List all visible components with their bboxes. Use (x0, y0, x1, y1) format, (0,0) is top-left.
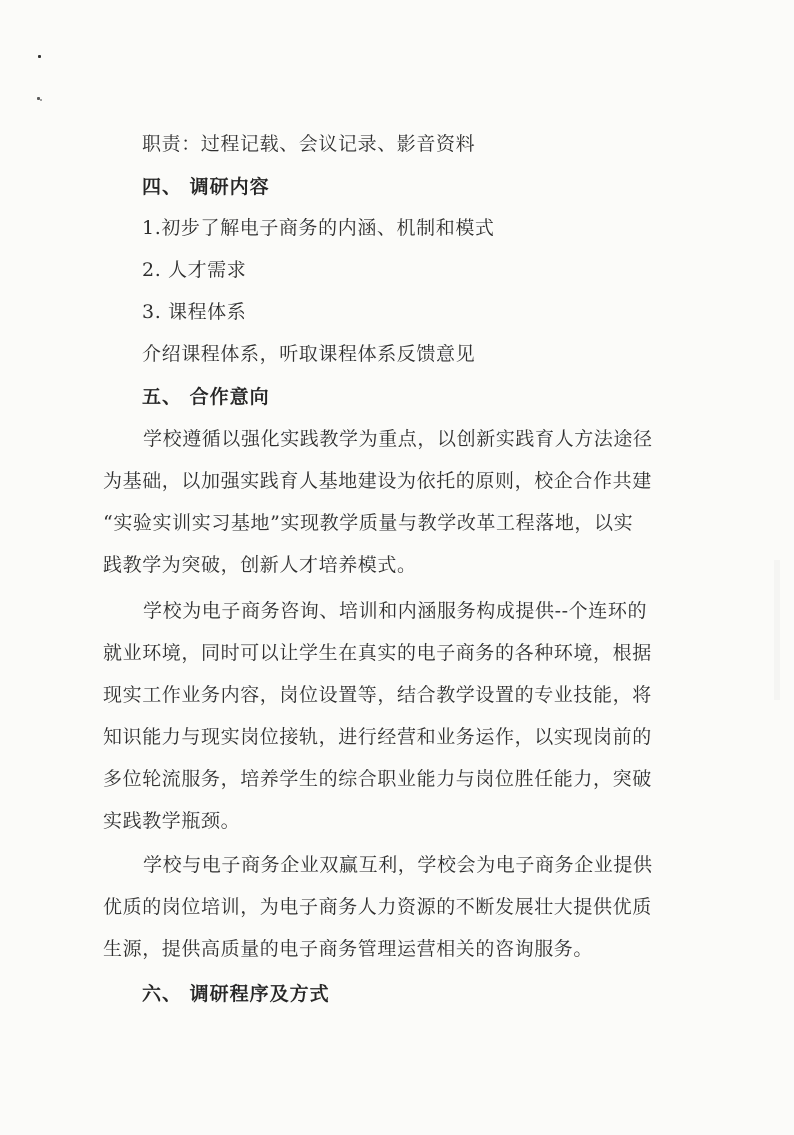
paragraph-line: 学校遵循以强化实践教学为重点，以创新实践育人方法途径 (143, 428, 653, 450)
paragraph-line: 多位轮流服务，培养学生的综合职业能力与岗位胜任能力，突破 (103, 768, 652, 790)
scan-speck (40, 99, 42, 101)
section-5-heading: 五、 合作意向 (142, 386, 270, 408)
section-4-item-1: 1.初步了解电子商务的内涵、机制和模式 (142, 217, 495, 239)
paragraph-line: 实践教学瓶颈。 (103, 810, 241, 832)
paragraph-line: 优质的岗位培训，为电子商务人力资源的不断发展壮大提供优质 (103, 896, 652, 918)
section-4-item-2: 2. 人才需求 (142, 259, 247, 281)
paragraph-line: 为基础，以加强实践育人基地建设为依托的原则，校企合作共建 (103, 470, 652, 492)
scan-shadow (774, 560, 780, 700)
section-4-item-3: 3. 课程体系 (142, 301, 247, 323)
paragraph-line: “实验实训实习基地”实现教学质量与教学改革工程落地，以实 (103, 512, 634, 534)
section-4-heading: 四、 调研内容 (142, 176, 270, 198)
paragraph-line: 学校为电子商务咨询、培训和内涵服务构成提供--个连环的 (143, 600, 648, 622)
duties-line: 职责：过程记载、会议记录、影音资料 (142, 133, 476, 155)
scan-speck (38, 55, 41, 58)
paragraph-line: 知识能力与现实岗位接轨，进行经营和业务运作，以实现岗前的 (103, 726, 652, 748)
paragraph-line: 学校与电子商务企业双赢互利，学校会为电子商务企业提供 (143, 854, 653, 876)
paragraph-line: 就业环境，同时可以让学生在真实的电子商务的各种环境，根据 (103, 642, 652, 664)
section-6-heading: 六、 调研程序及方式 (142, 983, 330, 1005)
paragraph-line: 践教学为突破，创新人才培养模式。 (103, 554, 417, 576)
section-4-note: 介绍课程体系，听取课程体系反馈意见 (142, 343, 476, 365)
paragraph-line: 现实工作业务内容，岗位设置等，结合教学设置的专业技能，将 (103, 684, 652, 706)
paragraph-line: 生源，提供高质量的电子商务管理运营相关的咨询服务。 (103, 938, 594, 960)
